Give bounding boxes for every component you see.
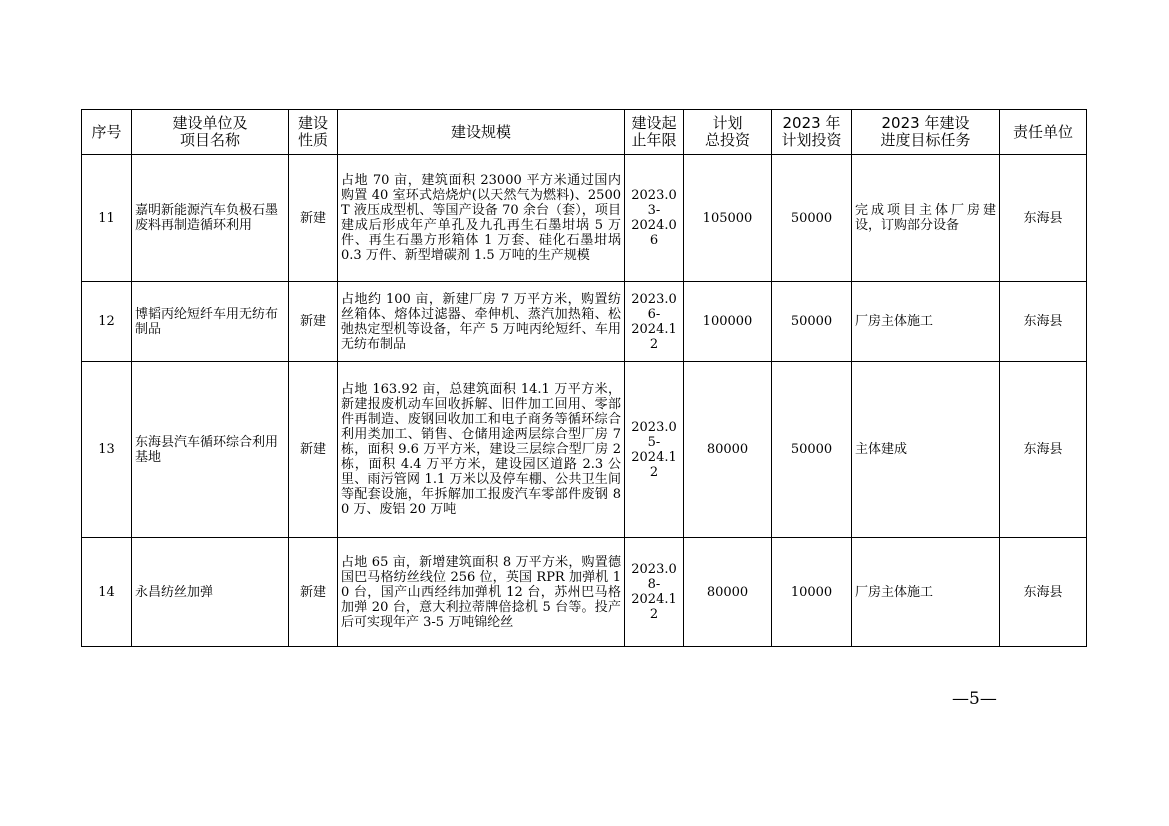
header-unit: 建设单位及 项目名称 <box>132 110 289 155</box>
row-project-name: 东海县汽车循环综合利用基地 <box>132 362 289 538</box>
row-project-name: 博韬丙纶短纤车用无纺布制品 <box>132 282 289 362</box>
row-responsible: 东海县 <box>1000 538 1087 647</box>
header-total-investment: 计划 总投资 <box>684 110 772 155</box>
row-scale: 占地 70 亩，建筑面积 23000 平方米通过国内购置 40 室环式焙烧炉(以天然气为燃料)、2500T 液压成型机、等国产设备 70 余台（套），项目建成后形成年产单孔及九孔再生石墨坩埚 5 万件、再生石墨方形箱体 1 万套、硅化石墨坩埚 0.3 万件、新型增碳剂 1.5 万吨的生产规模 <box>338 155 625 282</box>
row-plan-2023: 50000 <box>772 282 852 362</box>
header-responsible: 责任单位 <box>1000 110 1087 155</box>
header-period: 建设起 止年限 <box>625 110 684 155</box>
row-project-name: 嘉明新能源汽车负极石墨废料再制造循环利用 <box>132 155 289 282</box>
row-nature: 新建 <box>289 362 338 538</box>
table-row <box>82 155 1087 282</box>
table-header-row <box>82 110 1087 155</box>
row-seq: 13 <box>82 362 132 538</box>
project-table <box>81 109 1087 647</box>
row-goal-2023: 厂房主体施工 <box>852 282 1000 362</box>
row-period: 2023.06- 2024.12 <box>625 282 684 362</box>
row-nature: 新建 <box>289 282 338 362</box>
row-plan-2023: 10000 <box>772 538 852 647</box>
row-seq: 11 <box>82 155 132 282</box>
row-scale: 占地约 100 亩，新建厂房 7 万平方米，购置纺丝箱体、熔体过滤器、牵伸机、蒸汽加热箱、松弛热定型机等设备，年产 5 万吨丙纶短纤、车用无纺布制品 <box>338 282 625 362</box>
table-row <box>82 282 1087 362</box>
row-project-name: 永昌纺丝加弹 <box>132 538 289 647</box>
row-period: 2023.08- 2024.12 <box>625 538 684 647</box>
table-row <box>82 538 1087 647</box>
row-plan-2023: 50000 <box>772 362 852 538</box>
header-nature: 建设 性质 <box>289 110 338 155</box>
row-goal-2023: 厂房主体施工 <box>852 538 1000 647</box>
row-scale: 占地 163.92 亩，总建筑面积 14.1 万平方米，新建报废机动车回收拆解、旧件加工回用、零部件再制造、废钢回收加工和电子商务等循环综合利用类加工、销售、仓储用途两层综合型厂房 7 栋，面积 9.6 万平方米，建设三层综合型厂房 2 栋，面积 4.4 万平方米，建设园区道路 2.3 公里、雨污管网 1.1 万米以及停车棚、公共卫生间等配套设施，年拆解加工报废汽车零部件废钢 80 万、废铝 20 万吨 <box>338 362 625 538</box>
page-number: —5— <box>952 689 997 709</box>
row-nature: 新建 <box>289 538 338 647</box>
row-period: 2023.03- 2024.06 <box>625 155 684 282</box>
header-goal-2023: 2023 年建设 进度目标任务 <box>852 110 1000 155</box>
row-responsible: 东海县 <box>1000 282 1087 362</box>
row-goal-2023: 完成项目主体厂房建设，订购部分设备 <box>852 155 1000 282</box>
row-plan-2023: 50000 <box>772 155 852 282</box>
header-scale: 建设规模 <box>338 110 625 155</box>
row-period: 2023.05- 2024.12 <box>625 362 684 538</box>
row-total-investment: 80000 <box>684 538 772 647</box>
header-plan-2023: 2023 年 计划投资 <box>772 110 852 155</box>
row-goal-2023: 主体建成 <box>852 362 1000 538</box>
row-scale: 占地 65 亩，新增建筑面积 8 万平方米，购置德国巴马格纺丝线位 256 位，英国 RPR 加弹机 10 台，国产山西经纬加弹机 12 台，苏州巴马格加弹 20 台，意大利拉蒂牌倍捻机 5 台等。投产后可实现年产 3-5 万吨锦纶丝 <box>338 538 625 647</box>
row-nature: 新建 <box>289 155 338 282</box>
header-seq: 序号 <box>82 110 132 155</box>
table-row <box>82 362 1087 538</box>
row-responsible: 东海县 <box>1000 362 1087 538</box>
row-seq: 12 <box>82 282 132 362</box>
row-responsible: 东海县 <box>1000 155 1087 282</box>
row-total-investment: 105000 <box>684 155 772 282</box>
row-total-investment: 100000 <box>684 282 772 362</box>
row-seq: 14 <box>82 538 132 647</box>
row-total-investment: 80000 <box>684 362 772 538</box>
